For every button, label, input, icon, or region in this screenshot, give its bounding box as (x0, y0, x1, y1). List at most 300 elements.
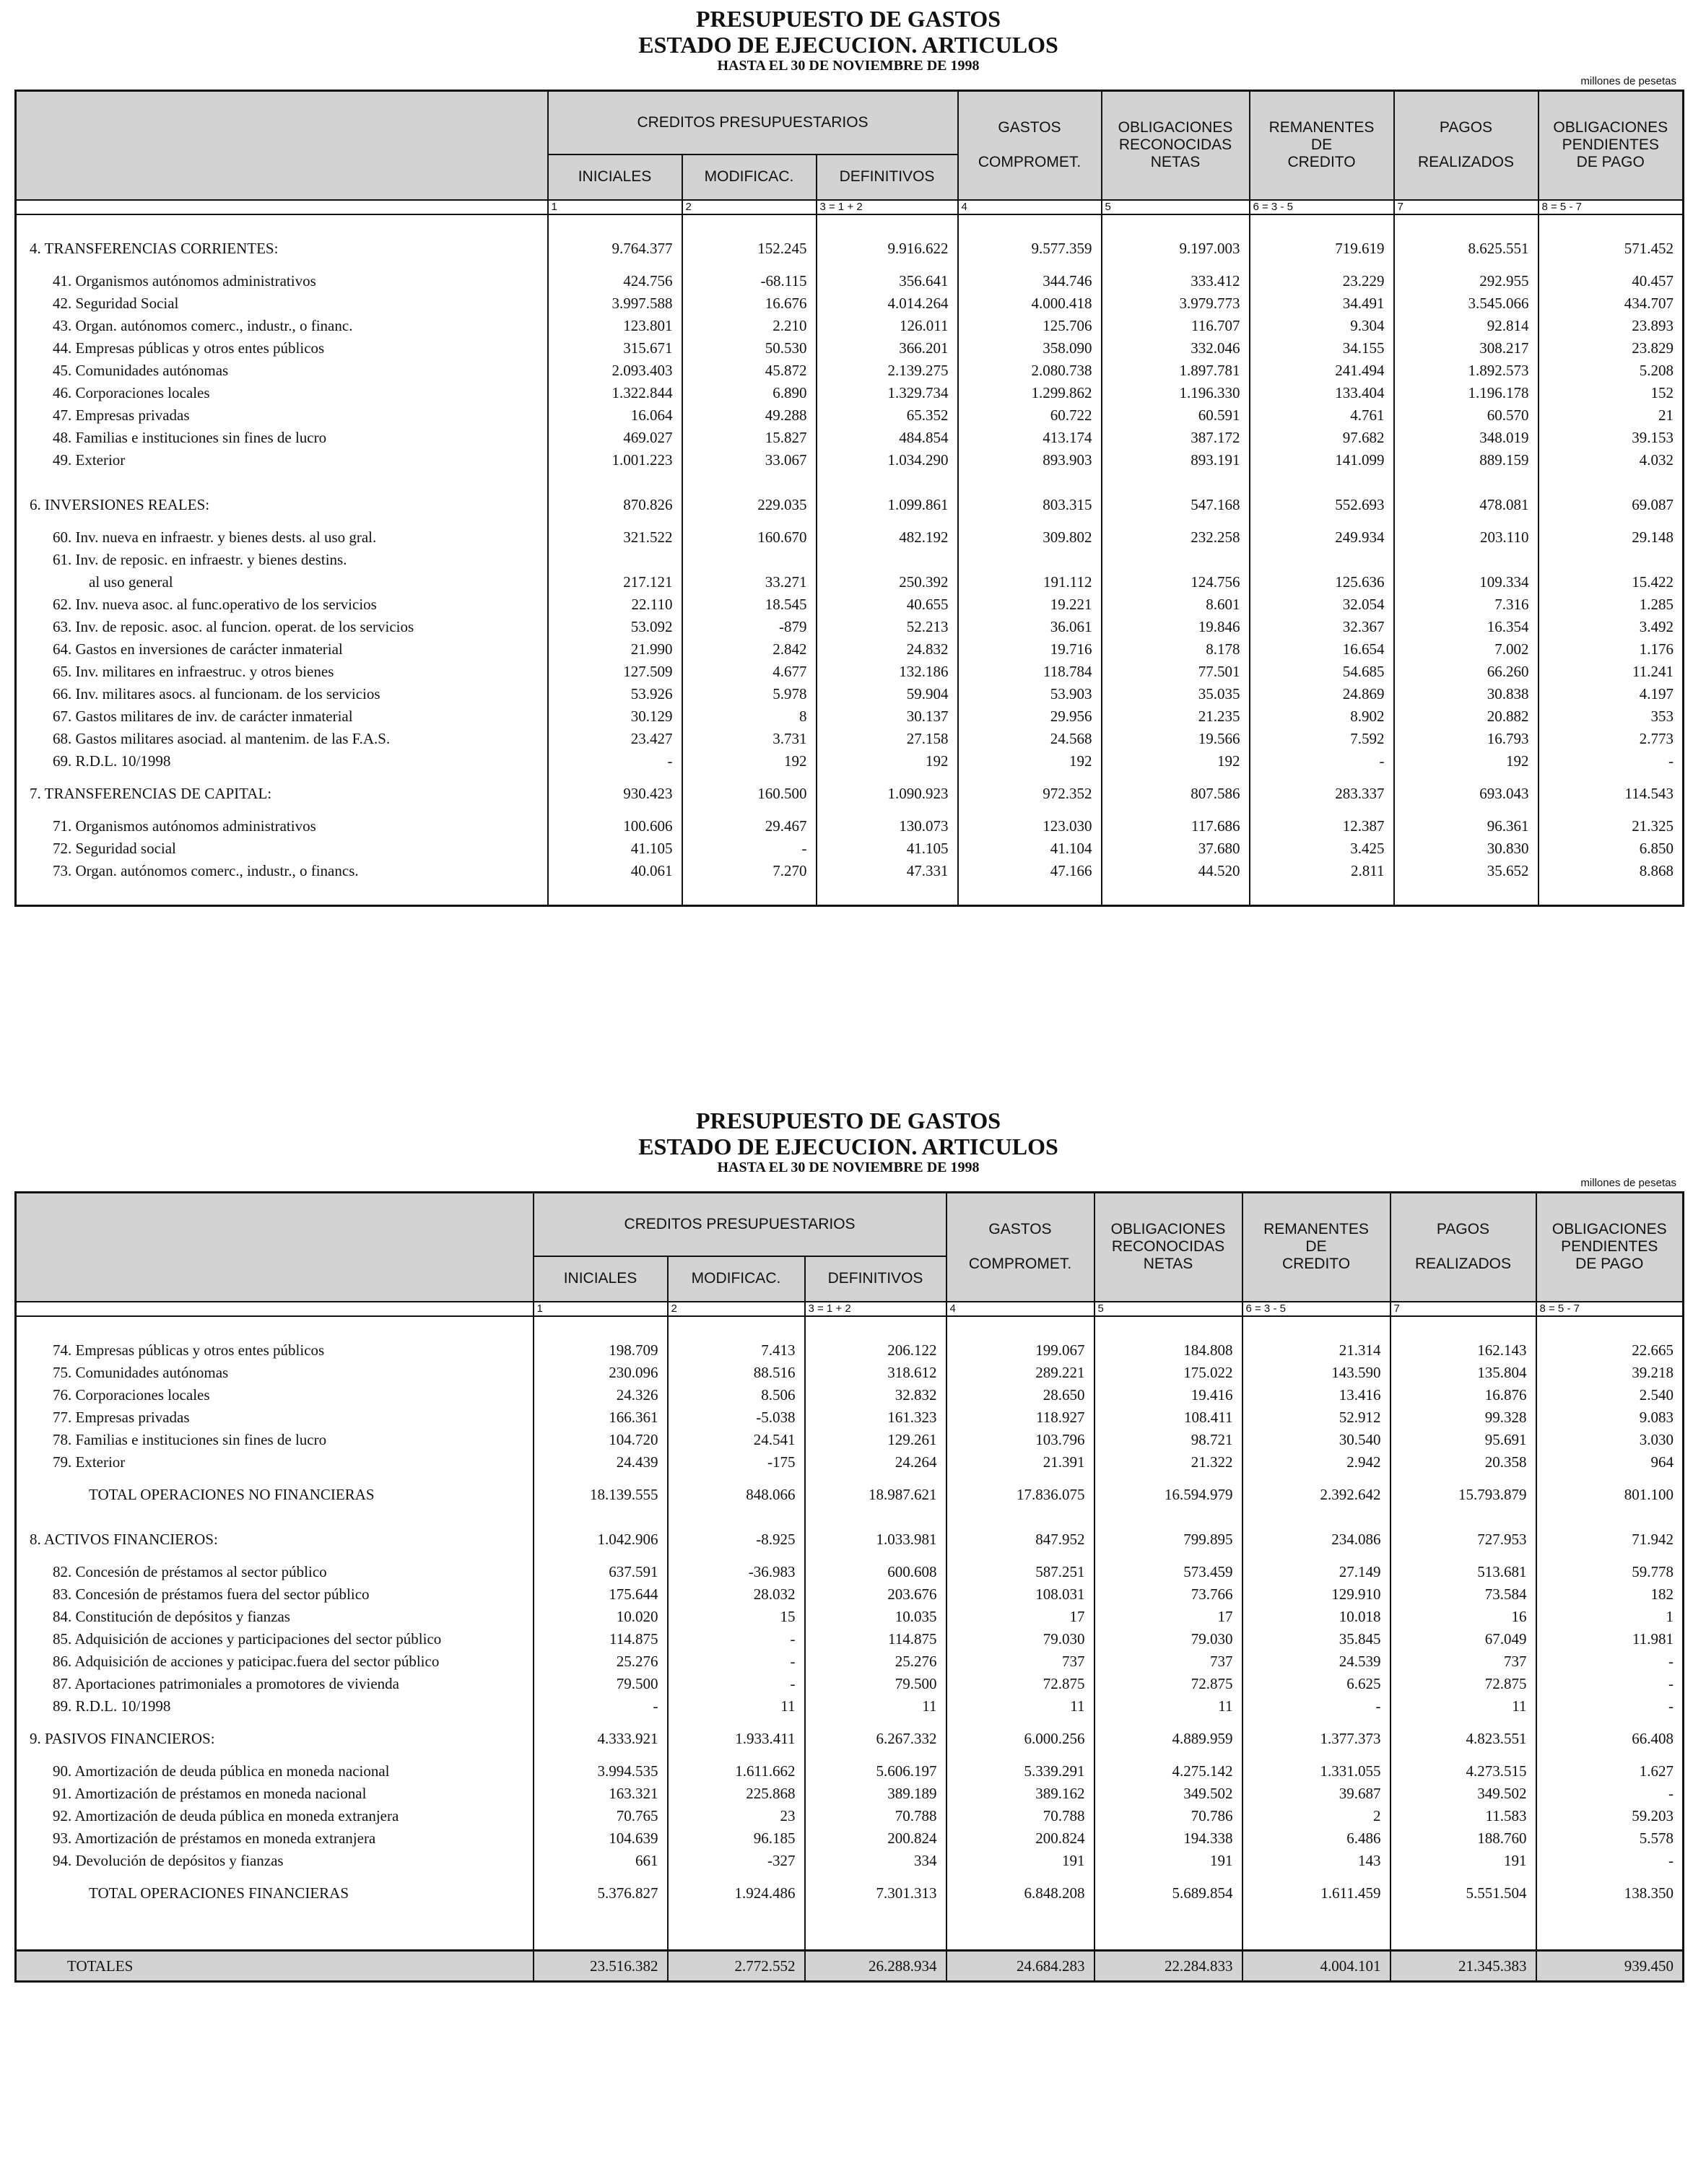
spacer-cell (1250, 773, 1394, 783)
value-cell: 60.570 (1394, 404, 1539, 427)
value-cell: 7.270 (682, 860, 817, 882)
page-2 (14, 1108, 1682, 1983)
totals-row (16, 1950, 1684, 1981)
value-cell: 21.325 (1539, 815, 1684, 838)
value-cell: 9.197.003 (1102, 238, 1250, 260)
value-cell: 72.875 (1094, 1673, 1242, 1695)
spacer-cell (1390, 1718, 1536, 1728)
value-cell: 25.276 (534, 1650, 668, 1673)
value-cell: 192 (817, 750, 958, 773)
value-cell: 16.354 (1394, 616, 1539, 638)
row-label: 87. Aportaciones patrimoniales a promotores de vivienda (53, 1674, 399, 1692)
spacer-cell (1102, 882, 1250, 906)
spacer-cell (668, 1316, 805, 1339)
value-cell: 20.882 (1394, 705, 1539, 728)
value-cell: 3.492 (1539, 616, 1684, 638)
column-number-cell: 5 (1094, 1302, 1242, 1316)
spacer-cell (1394, 882, 1539, 906)
value-cell: 289.221 (946, 1362, 1094, 1384)
spacer-cell (946, 1927, 1094, 1951)
value-cell: 737 (1390, 1650, 1536, 1673)
value-cell: 53.903 (958, 683, 1102, 705)
value-cell: 50.530 (682, 337, 817, 360)
table-row (16, 1606, 1684, 1628)
row-label: 91. Amortización de préstamos en moneda nacional (53, 1784, 367, 1802)
table-row (16, 1673, 1684, 1695)
value-cell: 24.264 (805, 1451, 946, 1474)
column-number-cell (16, 200, 548, 214)
value-cell: 19.566 (1102, 728, 1250, 750)
value-cell: 77.501 (1102, 661, 1250, 683)
table-row (16, 1451, 1684, 1474)
spacer-cell (805, 1718, 946, 1728)
date-line: HASTA EL 30 DE NOVIEMBRE DE 1998 (717, 1160, 980, 1175)
spacer-cell (1094, 1718, 1242, 1728)
value-cell: 22.665 (1536, 1339, 1684, 1362)
table-row (16, 292, 1684, 315)
value-cell: 16.676 (682, 292, 817, 315)
spacer-cell (682, 516, 817, 526)
row-label: 41. Organismos autónomos administrativos (53, 271, 316, 290)
spacer-cell (817, 773, 958, 783)
value-cell: 19.416 (1094, 1384, 1242, 1406)
value-cell: 4.197 (1539, 683, 1684, 705)
value-cell (1394, 549, 1539, 571)
value-cell: 6.000.256 (946, 1728, 1094, 1750)
column-number-cell (16, 1302, 534, 1316)
value-cell: 225.868 (668, 1783, 805, 1805)
spacer-cell (534, 1750, 668, 1760)
value-cell: 24.539 (1242, 1650, 1390, 1673)
value-cell: 127.509 (548, 661, 682, 683)
spacer-cell (548, 516, 682, 526)
value-cell: 1.034.290 (817, 449, 958, 471)
value-cell: 24.439 (534, 1451, 668, 1474)
value-cell: 16.654 (1250, 638, 1394, 661)
value-cell: 2.080.738 (958, 360, 1102, 382)
spacer-cell (958, 773, 1102, 783)
value-cell: - (1536, 1850, 1684, 1872)
value-cell: 39.687 (1242, 1783, 1390, 1805)
subtotal-row (16, 1484, 1684, 1506)
definitivos-header: DEFINITIVOS (805, 1256, 946, 1302)
row-label: 45. Comunidades autónomas (53, 361, 229, 379)
row-label: 86. Adquisición de acciones y paticipac.fuera del sector público (53, 1652, 440, 1670)
table-row (16, 337, 1684, 360)
value-cell: 4.275.142 (1094, 1760, 1242, 1783)
value-cell: 160.670 (682, 526, 817, 549)
value-cell: 118.784 (958, 661, 1102, 683)
value-cell: 24.568 (958, 728, 1102, 750)
value-cell: 116.707 (1102, 315, 1250, 337)
value-cell: 1.196.330 (1102, 382, 1250, 404)
row-label: al uso general (89, 573, 173, 591)
value-cell: 39.153 (1539, 427, 1684, 449)
spacer-cell (668, 1718, 805, 1728)
value-cell: 28.650 (946, 1384, 1094, 1406)
spacer-cell (668, 1506, 805, 1528)
totals-value-cell: 22.284.833 (1094, 1950, 1242, 1981)
value-cell: 2.773 (1539, 728, 1684, 750)
value-cell: 199.067 (946, 1339, 1094, 1362)
value-cell: 16 (1390, 1606, 1536, 1628)
value-cell: 29.148 (1539, 526, 1684, 549)
row-label: 69. R.D.L. 10/1998 (53, 752, 171, 770)
spacer-cell (1394, 805, 1539, 815)
value-cell: 693.043 (1394, 783, 1539, 805)
value-cell: 637.591 (534, 1561, 668, 1583)
value-cell: 1.090.923 (817, 783, 958, 805)
value-cell: 52.912 (1242, 1406, 1390, 1429)
value-cell (1250, 549, 1394, 571)
spacer-cell (1094, 1905, 1242, 1927)
table-row (16, 1384, 1684, 1406)
value-cell: 126.011 (817, 315, 958, 337)
units-note: millones de pesetas (1580, 1177, 1676, 1189)
row-label: 44. Empresas públicas y otros entes públicos (53, 339, 325, 357)
value-cell: 9.304 (1250, 315, 1394, 337)
value-cell: 191 (1390, 1850, 1536, 1872)
value-cell: 1.892.573 (1394, 360, 1539, 382)
value-cell: 2.942 (1242, 1451, 1390, 1474)
value-cell: - (668, 1628, 805, 1650)
value-cell: 2.093.403 (548, 360, 682, 382)
value-cell: 3.997.588 (548, 292, 682, 315)
value-cell: 1.033.981 (805, 1528, 946, 1551)
budget-table-2 (14, 1191, 1684, 1983)
value-cell: 16.876 (1390, 1384, 1536, 1406)
value-cell: 964 (1536, 1451, 1684, 1474)
row-label: 92. Amortización de deuda pública en moneda extranjera (53, 1806, 399, 1824)
spacer-row (16, 1750, 1684, 1760)
table-row (16, 1695, 1684, 1718)
value-cell: 11 (1390, 1695, 1536, 1718)
value-cell (817, 549, 958, 571)
value-cell: 191 (1094, 1850, 1242, 1872)
value-cell: 573.459 (1094, 1561, 1242, 1583)
table-row (16, 1850, 1684, 1872)
spacer-cell (16, 214, 548, 238)
value-cell: 104.639 (534, 1827, 668, 1850)
spacer-cell (1536, 1750, 1684, 1760)
value-cell: 21.322 (1094, 1451, 1242, 1474)
table-row (16, 549, 1684, 571)
value-cell: 8.625.551 (1394, 238, 1539, 260)
spacer-cell (16, 516, 548, 526)
row-label: 8. ACTIVOS FINANCIEROS: (30, 1530, 218, 1548)
modificac-header: MODIFICAC. (682, 155, 817, 200)
value-cell: 130.073 (817, 815, 958, 838)
spacer-cell (1242, 1718, 1390, 1728)
value-cell: 67.049 (1390, 1628, 1536, 1650)
row-label: 46. Corporaciones locales (53, 383, 210, 401)
row-label: 62. Inv. nueva asoc. al func.operativo de los servicios (53, 595, 377, 613)
spacer-cell (817, 260, 958, 270)
spacer-cell (1390, 1316, 1536, 1339)
value-cell: 70.788 (805, 1805, 946, 1827)
value-cell: 182 (1536, 1583, 1684, 1606)
row-label: TOTAL OPERACIONES FINANCIERAS (89, 1884, 349, 1902)
value-cell: 59.904 (817, 683, 958, 705)
table-row (16, 750, 1684, 773)
table-row (16, 661, 1684, 683)
value-cell: 344.746 (958, 270, 1102, 292)
spacer-cell (16, 805, 548, 815)
value-cell: 45.872 (682, 360, 817, 382)
totals-value-cell: 23.516.382 (534, 1950, 668, 1981)
value-cell: 88.516 (668, 1362, 805, 1384)
spacer-cell (1242, 1927, 1390, 1951)
row-label: 66. Inv. militares asocs. al funcionam. de los servicios (53, 684, 380, 702)
row-label: 73. Organ. autónomos comerc., industr., o financs. (53, 861, 359, 879)
value-cell: 162.143 (1390, 1339, 1536, 1362)
value-cell: 8.902 (1250, 705, 1394, 728)
value-cell: 34.491 (1250, 292, 1394, 315)
spacer-cell (1536, 1872, 1684, 1882)
spacer-row (16, 805, 1684, 815)
creditos-header: CREDITOS PRESUPUESTARIOS (534, 1193, 946, 1256)
value-cell: 60.722 (958, 404, 1102, 427)
value-cell: 72.875 (946, 1673, 1094, 1695)
row-label: 63. Inv. de reposic. asoc. al funcion. operat. de los servicios (53, 617, 414, 635)
column-number-cell: 2 (668, 1302, 805, 1316)
value-cell: 73.584 (1390, 1583, 1536, 1606)
column-number-cell: 8 = 5 - 7 (1536, 1302, 1684, 1316)
spacer-cell (1390, 1905, 1536, 1927)
iniciales-header: INICIALES (534, 1256, 668, 1302)
table-row (16, 860, 1684, 882)
value-cell: 65.352 (817, 404, 958, 427)
value-cell: 125.706 (958, 315, 1102, 337)
spacer-cell (16, 1718, 534, 1728)
spacer-cell (946, 1905, 1094, 1927)
value-cell: 4.677 (682, 661, 817, 683)
value-cell: 66.260 (1394, 661, 1539, 683)
value-cell: 23.893 (1539, 315, 1684, 337)
table-body (16, 1302, 1684, 1982)
value-cell: 79.030 (946, 1628, 1094, 1650)
spacer-cell (534, 1872, 668, 1882)
row-label: 78. Familias e instituciones sin fines de lucro (53, 1430, 327, 1448)
value-cell: 28.032 (668, 1583, 805, 1606)
creditos-header: CREDITOS PRESUPUESTARIOS (548, 91, 958, 155)
spacer-cell (16, 1750, 534, 1760)
value-cell: 283.337 (1250, 783, 1394, 805)
value-cell: 5.978 (682, 683, 817, 705)
value-cell (958, 549, 1102, 571)
value-cell: 166.361 (534, 1406, 668, 1429)
value-cell: 2 (1242, 1805, 1390, 1827)
value-cell: 799.895 (1094, 1528, 1242, 1551)
row-label: 85. Adquisición de acciones y participaciones del sector público (53, 1630, 442, 1648)
value-cell: 217.121 (548, 571, 682, 593)
row-label: 77. Empresas privadas (53, 1408, 190, 1426)
spacer-cell (805, 1872, 946, 1882)
spacer-cell (1536, 1905, 1684, 1927)
value-cell: 3.545.066 (1394, 292, 1539, 315)
spacer-cell (1242, 1316, 1390, 1339)
value-cell: 24.869 (1250, 683, 1394, 705)
spacer-cell (1094, 1474, 1242, 1484)
spacer-cell (1539, 773, 1684, 783)
row-label: 4. TRANSFERENCIAS CORRIENTES: (30, 239, 279, 257)
value-cell: 3.994.535 (534, 1760, 668, 1783)
value-cell: 241.494 (1250, 360, 1394, 382)
value-cell: 24.326 (534, 1384, 668, 1406)
column-number-cell: 1 (534, 1302, 668, 1316)
table-row (16, 1783, 1684, 1805)
column-number-row (16, 200, 1684, 214)
value-cell: 96.361 (1394, 815, 1539, 838)
spacer-cell (668, 1474, 805, 1484)
value-cell: 32.367 (1250, 616, 1394, 638)
table-row (16, 616, 1684, 638)
spacer-cell (16, 1474, 534, 1484)
spacer-cell (1242, 1750, 1390, 1760)
spacer-cell (958, 805, 1102, 815)
value-cell: 40.655 (817, 593, 958, 616)
spacer-cell (682, 882, 817, 906)
spacer-cell (946, 1750, 1094, 1760)
spacer-cell (1242, 1506, 1390, 1528)
value-cell: 349.502 (1390, 1783, 1536, 1805)
spacer-cell (1539, 471, 1684, 494)
value-cell: 41.105 (817, 838, 958, 860)
spacer-cell (1250, 805, 1394, 815)
value-cell: 249.934 (1250, 526, 1394, 549)
spacer-cell (1094, 1750, 1242, 1760)
spacer-cell (548, 471, 682, 494)
chapter-row (16, 238, 1684, 260)
row-label: 72. Seguridad social (53, 839, 176, 857)
spacer-cell (1390, 1506, 1536, 1528)
value-cell: 7.301.313 (805, 1882, 946, 1905)
spacer-cell (1394, 516, 1539, 526)
value-cell: 35.035 (1102, 683, 1250, 705)
value-cell: 192 (1394, 750, 1539, 773)
value-cell: 1.176 (1539, 638, 1684, 661)
value-cell: 5.551.504 (1390, 1882, 1536, 1905)
value-cell: 1.627 (1536, 1760, 1684, 1783)
table-row (16, 315, 1684, 337)
value-cell: 129.261 (805, 1429, 946, 1451)
gastos-header: GASTOS COMPROMET. (958, 91, 1102, 200)
value-cell: - (548, 750, 682, 773)
value-cell: - (668, 1673, 805, 1695)
spacer-cell (817, 471, 958, 494)
totals-value-cell: 939.450 (1536, 1950, 1684, 1981)
value-cell: 20.358 (1390, 1451, 1536, 1474)
spacer-row (16, 1718, 1684, 1728)
value-cell: -879 (682, 616, 817, 638)
row-label: 93. Amortización de préstamos en moneda extranjera (53, 1829, 376, 1847)
value-cell: 114.875 (534, 1628, 668, 1650)
value-cell: 175.644 (534, 1583, 668, 1606)
value-cell: 79.500 (805, 1673, 946, 1695)
spacer-cell (548, 882, 682, 906)
value-cell: 321.522 (548, 526, 682, 549)
budget-table-1 (14, 90, 1684, 907)
value-cell: 40.061 (548, 860, 682, 882)
spacer-cell (1250, 516, 1394, 526)
value-cell: 19.716 (958, 638, 1102, 661)
value-cell: 1.196.178 (1394, 382, 1539, 404)
value-cell: 309.802 (958, 526, 1102, 549)
row-label: 67. Gastos militares de inv. de carácter inmaterial (53, 707, 353, 725)
value-cell: 59.203 (1536, 1805, 1684, 1827)
spacer-cell (805, 1905, 946, 1927)
value-cell: 135.804 (1390, 1362, 1536, 1384)
spacer-cell (682, 805, 817, 815)
spacer-cell (1242, 1551, 1390, 1561)
value-cell: 18.545 (682, 593, 817, 616)
spacer-cell (16, 1506, 534, 1528)
table-row (16, 1429, 1684, 1451)
table-header (16, 1193, 1684, 1302)
value-cell: 9.764.377 (548, 238, 682, 260)
value-cell: 5.606.197 (805, 1760, 946, 1783)
value-cell: 315.671 (548, 337, 682, 360)
value-cell: 847.952 (946, 1528, 1094, 1551)
gastos-header: GASTOS COMPROMET. (946, 1193, 1094, 1302)
value-cell: 232.258 (1102, 526, 1250, 549)
spacer-cell (805, 1316, 946, 1339)
pendientes-header: OBLIGACIONES PENDIENTES DE PAGO (1539, 91, 1684, 200)
value-cell: 1.331.055 (1242, 1760, 1390, 1783)
value-cell: 36.061 (958, 616, 1102, 638)
value-cell: 3.731 (682, 728, 817, 750)
value-cell: 132.186 (817, 661, 958, 683)
spacer-cell (16, 773, 548, 783)
value-cell: 96.185 (668, 1827, 805, 1850)
spacer-row (16, 1927, 1684, 1951)
value-cell: 21.314 (1242, 1339, 1390, 1362)
value-cell: 15.827 (682, 427, 817, 449)
column-number-cell: 3 = 1 + 2 (817, 200, 958, 214)
spacer-cell (817, 214, 958, 238)
value-cell: 30.129 (548, 705, 682, 728)
row-label: 64. Gastos en inversiones de carácter inmaterial (53, 640, 343, 658)
value-cell: 11.981 (1536, 1628, 1684, 1650)
spacer-row (16, 1872, 1684, 1882)
value-cell: 552.693 (1250, 494, 1394, 516)
value-cell: 5.689.854 (1094, 1882, 1242, 1905)
value-cell: 109.334 (1394, 571, 1539, 593)
value-cell: 366.201 (817, 337, 958, 360)
spacer-cell (1102, 260, 1250, 270)
value-cell: 308.217 (1394, 337, 1539, 360)
value-cell: 229.035 (682, 494, 817, 516)
value-cell: 11 (668, 1695, 805, 1718)
value-cell: 152.245 (682, 238, 817, 260)
value-cell: 33.067 (682, 449, 817, 471)
spacer-cell (1094, 1506, 1242, 1528)
row-label: 83. Concesión de préstamos fuera del sector público (53, 1585, 370, 1603)
value-cell: 15.793.879 (1390, 1484, 1536, 1506)
value-cell: 19.221 (958, 593, 1102, 616)
spacer-cell (534, 1474, 668, 1484)
value-cell: 1.099.861 (817, 494, 958, 516)
value-cell: 16.793 (1394, 728, 1539, 750)
value-cell: 72.875 (1390, 1673, 1536, 1695)
table-row (16, 449, 1684, 471)
spacer-cell (534, 1718, 668, 1728)
value-cell: 719.619 (1250, 238, 1394, 260)
table-row (16, 705, 1684, 728)
spacer-cell (668, 1750, 805, 1760)
value-cell: 194.338 (1094, 1827, 1242, 1850)
spacer-cell (958, 516, 1102, 526)
